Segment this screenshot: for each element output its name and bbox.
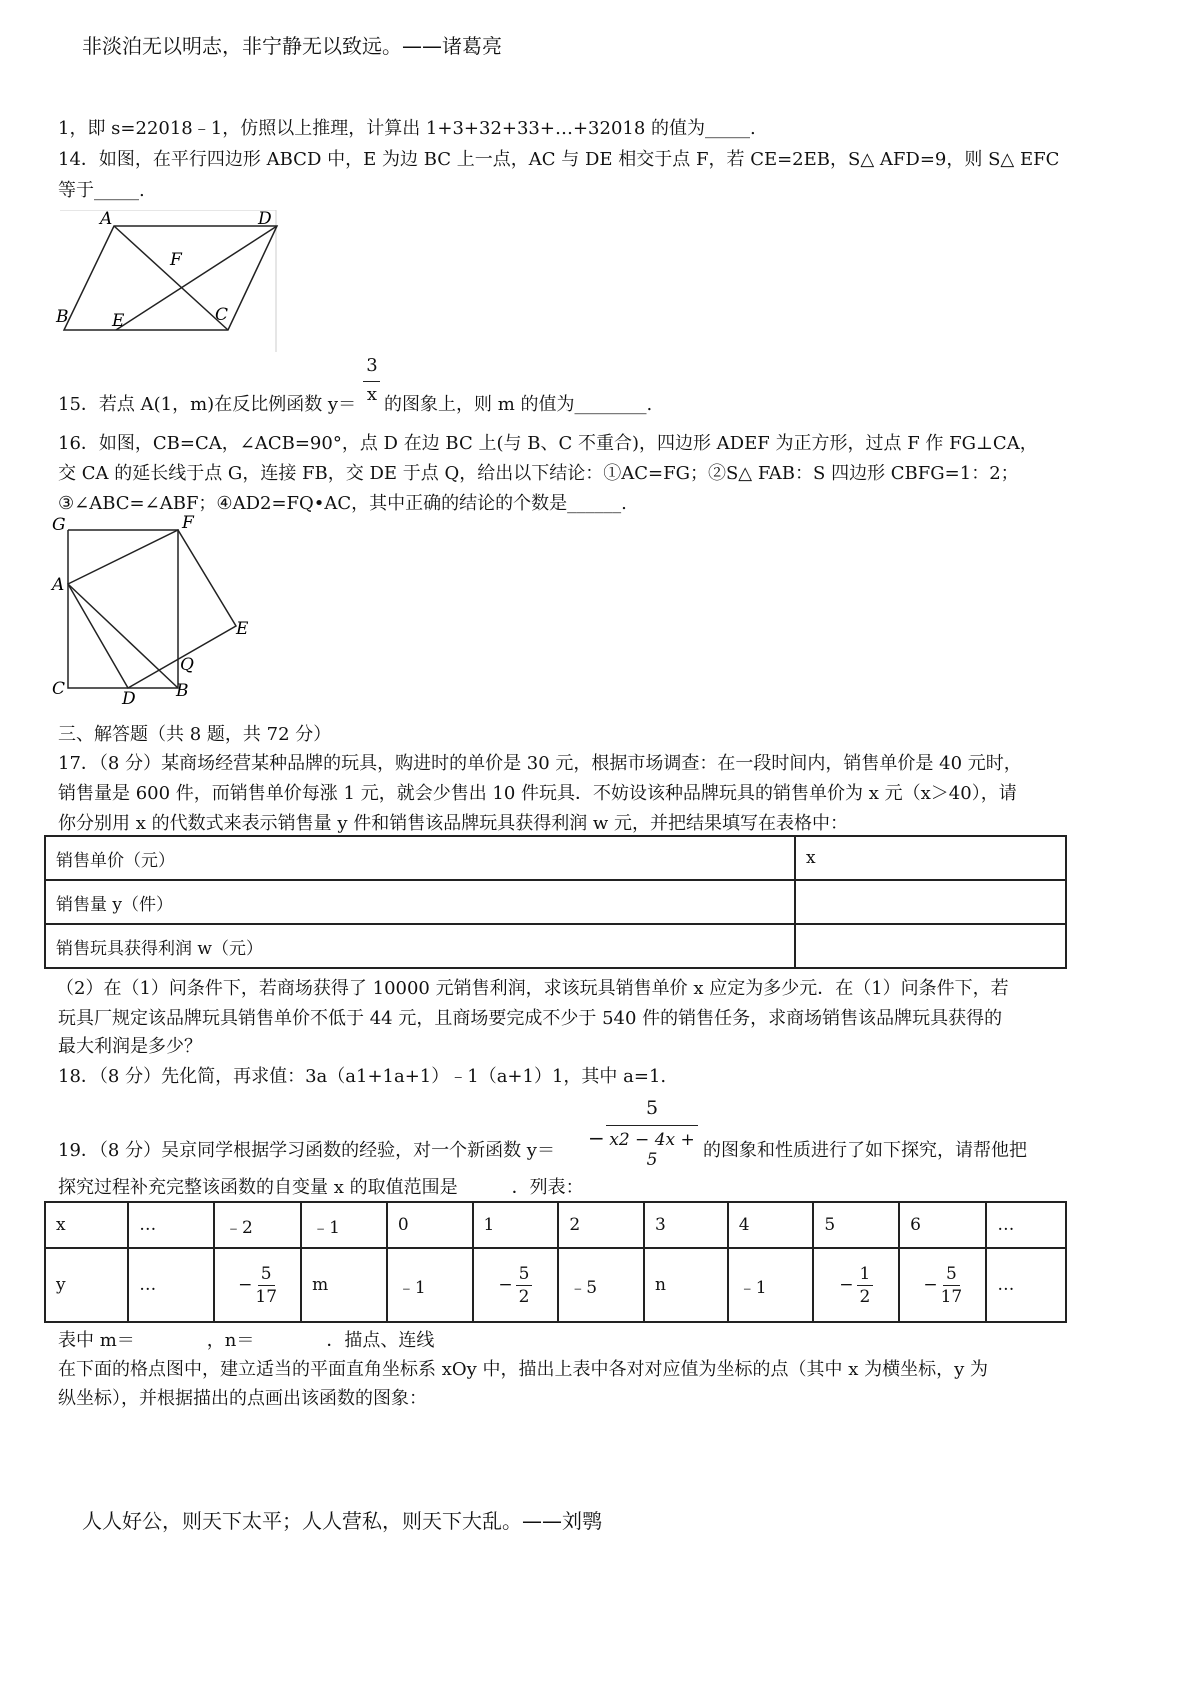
- q19-value-table: [44, 1201, 1067, 1323]
- y-row-cell: m: [301, 1248, 387, 1322]
- x-row-cell: 4: [728, 1202, 814, 1248]
- q13-text: 1，即 s=22018﹣1，仿照以上推理，计算出 1+3+32+33+…+32018 的值为_____.: [58, 118, 756, 139]
- x-row-cell: 5: [813, 1202, 899, 1248]
- q15-numerator: 3: [366, 355, 378, 376]
- y-row-cell: − $\frac{5}{17}$: [899, 1248, 986, 1322]
- q19-line5: 纵坐标），并根据描出的点画出该函数的图象：: [58, 1388, 427, 1409]
- q19-minus-sign: −: [588, 1126, 605, 1150]
- section3-title: 三、解答题（共 8 题，共 72 分）: [58, 724, 332, 745]
- label-B2: B: [176, 681, 189, 701]
- label-B: B: [56, 307, 69, 327]
- q19-prefix: 19．（8 分）吴京同学根据学习函数的经验，对一个新函数 y＝: [58, 1140, 555, 1161]
- q18-text: 18．（8 分）先化简，再求值：3a（a1+1a+1）﹣1（a+1）1，其中 a=1.: [58, 1066, 667, 1087]
- footer-quote: 人人好公，则天下太平；人人营私，则天下大乱。——刘鹗: [82, 1509, 602, 1533]
- q15-denominator: x: [366, 384, 378, 405]
- x-row-cell: 1: [473, 1202, 559, 1248]
- x-row-cell: 6: [899, 1202, 986, 1248]
- q19-line2: 探究过程补充完整该函数的自变量 x 的取值范围是 ．列表：: [58, 1177, 584, 1198]
- q17-cell: 销售玩具获得利润 w（元）: [45, 924, 795, 968]
- x-row-cell: 0: [387, 1202, 473, 1248]
- q16-line3: ③∠ABC=∠ABF；④AD2=FQ•AC，其中正确的结论的个数是______.: [58, 493, 627, 514]
- q19-fn-denominator: x2 − 4x + 5: [609, 1130, 695, 1170]
- q19-suffix: 的图象和性质进行了如下探究，请帮他把: [703, 1140, 1027, 1161]
- label-C2: C: [52, 679, 66, 699]
- q17-cell: 销售单价（元）: [45, 836, 795, 880]
- q17-line2: 销售量是 600 件，而销售单价每涨 1 元，就会少售出 10 件玩具．不妨设该种品牌玩具的销售单价为 x 元（x＞40），请: [58, 783, 1017, 804]
- q19-fn-numerator: 5: [645, 1097, 659, 1119]
- x-row-cell: ﹣2: [214, 1202, 301, 1248]
- label-C: C: [215, 305, 229, 325]
- q17-cell: 销售量 y（件）: [45, 880, 795, 924]
- x-row-cell: x: [45, 1202, 128, 1248]
- q17-line3: 你分别用 x 的代数式来表示销售量 y 件和销售该品牌玩具获得利润 w 元，并把结果填写在表格中：: [58, 813, 849, 834]
- q15-suffix: 的图象上，则 m 的值为________.: [384, 394, 653, 415]
- q17-table: [44, 835, 1067, 969]
- y-row-cell: n: [644, 1248, 728, 1322]
- label-F: F: [170, 250, 182, 270]
- q15-prefix: 15．若点 A(1，m)在反比例函数 y＝: [58, 394, 357, 415]
- q17-cell: x: [795, 836, 1066, 880]
- label-D2: D: [122, 689, 136, 706]
- y-row: [45, 1248, 1066, 1322]
- q17-line1: 17．（8 分）某商场经营某种品牌的玩具，购进时的单价是 30 元，根据市场调查：在一段时间内，销售单价是 40 元时，: [58, 753, 1022, 774]
- label-E2: E: [236, 619, 249, 639]
- y-row-cell: …: [128, 1248, 214, 1322]
- x-row-cell: 2: [558, 1202, 644, 1248]
- q19-line3: 表中 m＝ ，n＝ ．描点、连线: [58, 1330, 435, 1351]
- label-A2: A: [52, 575, 65, 595]
- y-row-cell: …: [986, 1248, 1066, 1322]
- y-row-cell: − $\frac{5}{17}$: [214, 1248, 301, 1322]
- parallelogram-figure: [52, 210, 302, 355]
- y-row-cell: − $\frac{1}{2}$: [813, 1248, 899, 1322]
- label-F2: F: [182, 514, 194, 533]
- y-row-cell: y: [45, 1248, 128, 1322]
- q17-part2-line2: 玩具厂规定该品牌玩具销售单价不低于 44 元，且商场要完成不少于 540 件的销售任务，求商场销售该品牌玩具获得的: [58, 1008, 1003, 1029]
- x-row-cell: ﹣1: [301, 1202, 387, 1248]
- q19-line4: 在下面的格点图中，建立适当的平面直角坐标系 xOy 中，描出上表中各对对应值为坐标的点（其中 x 为横坐标，y 为: [58, 1359, 989, 1380]
- x-row-cell: …: [128, 1202, 214, 1248]
- label-A: A: [100, 210, 113, 229]
- x-row: [45, 1202, 1066, 1248]
- y-row-cell: − $\frac{5}{2}$: [473, 1248, 559, 1322]
- label-G: G: [52, 515, 66, 535]
- q17-cell: [795, 880, 1066, 924]
- q14-line1: 14．如图，在平行四边形 ABCD 中，E 为边 BC 上一点，AC 与 DE 相交于点 F，若 CE=2EB，S△ AFD=9，则 S△ EFC: [58, 149, 1060, 170]
- header-quote: 非淡泊无以明志，非宁静无以致远。——诸葛亮: [82, 34, 502, 58]
- x-row-cell: 3: [644, 1202, 728, 1248]
- y-row-cell: ﹣5: [558, 1248, 644, 1322]
- square-figure: [50, 514, 265, 706]
- q17-part2-line1: （2）在（1）问条件下，若商场获得了 10000 元销售利润，求该玩具销售单价 x 应定为多少元．在（1）问条件下，若: [56, 978, 1009, 999]
- q16-line1: 16．如图，CB=CA，∠ACB=90°，点 D 在边 BC 上(与 B、C 不重合)，四边形 ADEF 为正方形，过点 F 作 FG⊥CA，: [58, 433, 1038, 454]
- label-D: D: [258, 210, 272, 229]
- label-E: E: [112, 311, 125, 331]
- y-row-cell: ﹣1: [387, 1248, 473, 1322]
- q17-part2-line3: 最大利润是多少？: [58, 1036, 202, 1057]
- q17-cell: [795, 924, 1066, 968]
- q14-line2: 等于_____.: [58, 180, 145, 201]
- y-row-cell: ﹣1: [728, 1248, 814, 1322]
- label-Q: Q: [180, 655, 194, 675]
- q15-fraction-bar: [363, 381, 380, 382]
- x-row-cell: …: [986, 1202, 1066, 1248]
- q16-line2: 交 CA 的延长线于点 G，连接 FB，交 DE 于点 Q，给出以下结论：①AC=FG；②S△ FAB：S 四边形 CBFG=1：2；: [58, 463, 1019, 484]
- q19-fraction-bar: [606, 1125, 698, 1126]
